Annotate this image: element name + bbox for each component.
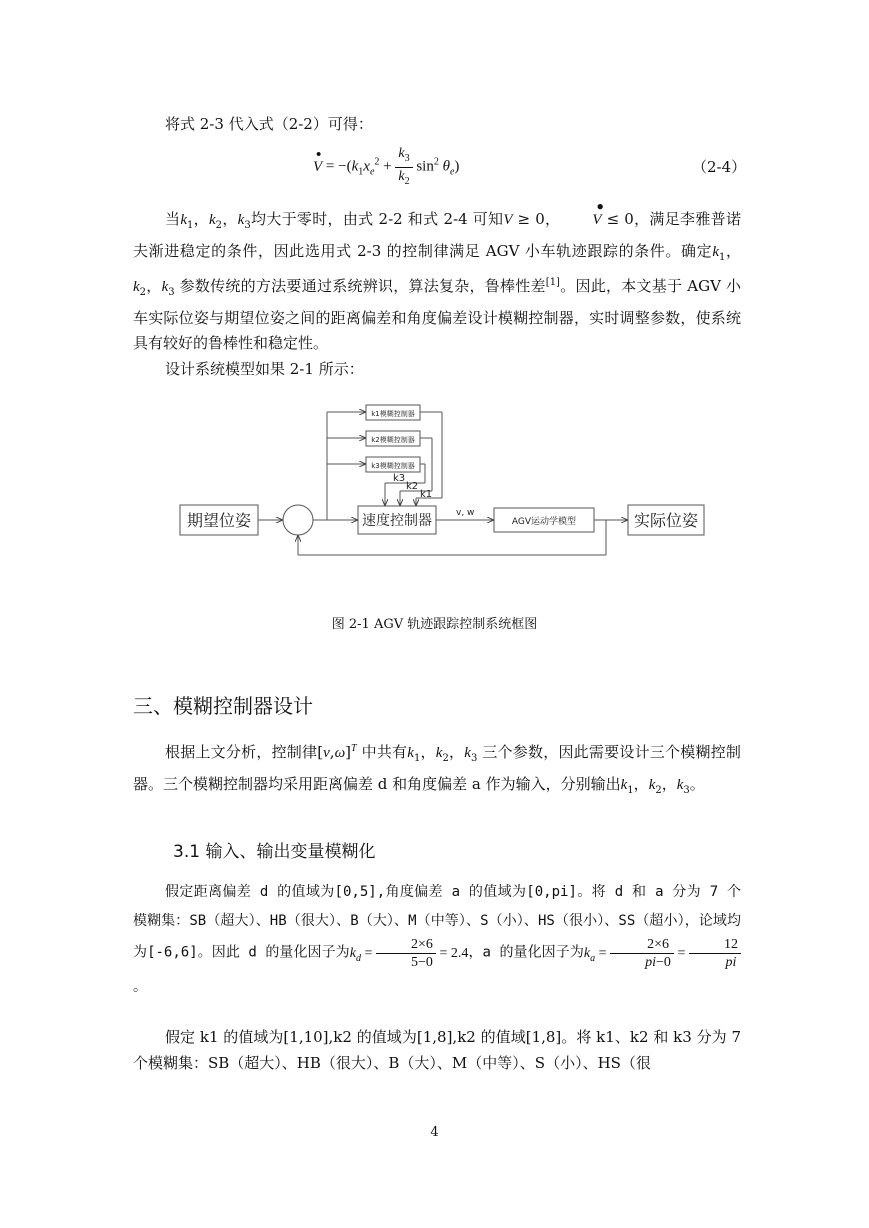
k1-signal-label: k1 (420, 489, 433, 500)
summing-junction (283, 505, 313, 535)
figure-caption: 图 2-1 AGV 轨迹跟踪控制系统框图 (331, 617, 538, 632)
section-3-1-title: 3.1 输入、输出变量模糊化 (173, 842, 376, 862)
equation-2-4: • $V = -(k_1x_e^2$ + $\frac{k_3}{k_2}$ $\sin^2 \theta_e$) (313, 146, 460, 187)
fuzzy-k2-label: k2模糊控制器 (371, 436, 415, 444)
design-line: 设计系统模型如果 2-1 所示： (165, 360, 364, 378)
page-number: 4 (430, 1125, 439, 1140)
k3-signal-label: k3 (393, 473, 406, 484)
paragraph-quantization: 假定距离偏差 d 的值域为[0,5],角度偏差 a 的值域为[0,pi]。将 d 和 a 分为 7 个模糊集：SB（超大）、HB（很大）、B（大）、M（中等）、S（小）、HS（很小）、SS（超小），论域均为[-6,6]。因此 d 的量化因子为$k_d$ = $\frac{2\times 6}{5-0}$ = 2.4，a 的量化因子为$k_a$ = $\frac{2\times 6}{pi-0}$ = $\frac{12}{pi}$ 。 (133, 884, 741, 995)
actual-pose-label: 实际位姿 (633, 511, 699, 530)
desired-pose-label: 期望位姿 (186, 511, 252, 530)
citation-ref: [1] (545, 277, 560, 289)
agv-model-label: AGV运动学模型 (511, 517, 577, 527)
fuzzy-k1-label: k1模糊控制器 (371, 410, 415, 418)
section-3-title: 三、模糊控制器设计 (133, 694, 313, 718)
k2-signal-label: k2 (406, 481, 419, 492)
intro-line: 将式 2-3 代入式（2-2）可得： (165, 115, 373, 133)
equation-number: （2-4） (692, 158, 747, 176)
fuzzy-k3-label: k3模糊控制器 (371, 462, 415, 470)
paragraph-output-ranges: 假定 k1 的值域为[1,10],k2 的值域为[1,8],k2 的值域[1,8]。将 k1、k2 和 k3 分为 7 个模糊集：SB（超大）、HB（很大）、B（大）、M（中等）、S（小）、HS（很 (133, 1028, 741, 1072)
vw-signal-label: v, w (456, 508, 475, 518)
speed-controller-label: 速度控制器 (362, 513, 432, 529)
paragraph-lyapunov: 当$k_1$，$k_2$，$k_3$均大于零时，由式 2-2 和式 2-4 可知V ≥ 0， • V ≤ 0，满足李雅普诺夫渐进稳定的条件，因此选用式 2-3 的控制律满足 AGV 小车轨迹跟踪的条件。确定$k_1$，$k_2$，$k_3$ 参数传统的方法要通过系统辨识，算法复杂，鲁棒性差[1]。因此，本文基于 AGV 小车实际位姿与期望位姿之间的距离偏差和角度偏差设计模糊控制器，实时调整参数，使系统具有较好的鲁棒性和稳定性。 (133, 198, 741, 353)
control-block-diagram (170, 395, 715, 595)
paragraph-fuzzy-intro: 根据上文分析，控制律$[v,\omega]^T$ 中共有$k_1$，$k_2$，$k_3$ 三个参数，因此需要设计三个模糊控制器。三个模糊控制器均采用距离偏差 d 和角度偏差 a 作为输入，分别输出$k_1$，$k_2$，$k_3$。 (133, 743, 741, 796)
